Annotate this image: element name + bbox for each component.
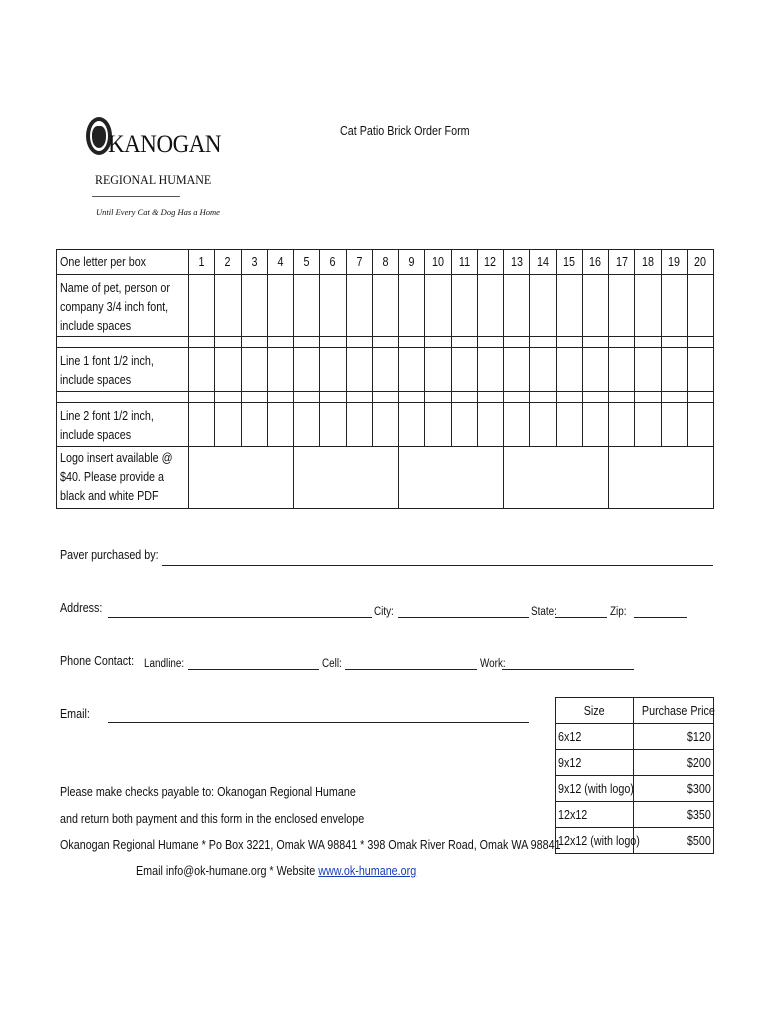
row-label-logo: Logo insert available @ $40. Please provide a black and white PDF — [57, 447, 189, 509]
price-value: $350 — [634, 802, 714, 828]
letter-box[interactable] — [661, 403, 687, 447]
column-number: 5 — [294, 250, 320, 275]
price-row — [556, 724, 714, 750]
letter-box[interactable] — [504, 348, 530, 392]
letter-box[interactable] — [477, 275, 503, 337]
letter-box[interactable] — [346, 275, 372, 337]
logo-box[interactable] — [294, 447, 399, 509]
footer-contact-line — [136, 862, 462, 880]
footer-return-line: and return both payment and this form in the enclosed envelope — [60, 812, 365, 826]
landline-label: Landline: — [144, 658, 185, 670]
column-number: 19 — [661, 250, 687, 275]
price-header-price: Purchase Price — [634, 698, 714, 724]
letter-box[interactable] — [530, 275, 556, 337]
letter-box[interactable] — [294, 348, 320, 392]
column-number: 14 — [530, 250, 556, 275]
letter-box[interactable] — [425, 348, 451, 392]
column-number: 2 — [215, 250, 241, 275]
letter-box[interactable] — [609, 348, 635, 392]
zip-label: Zip: — [610, 606, 627, 618]
letter-box[interactable] — [346, 348, 372, 392]
letter-box[interactable] — [661, 275, 687, 337]
footer-contact-prefix: Email info@ok-humane.org * Website — [136, 864, 319, 878]
letter-box[interactable] — [215, 403, 241, 447]
phone-label: Phone Contact: — [60, 654, 135, 668]
grid-separator — [57, 392, 714, 403]
price-value: $120 — [634, 724, 714, 750]
letter-box[interactable] — [346, 403, 372, 447]
letter-box[interactable] — [556, 403, 582, 447]
footer-address-line: Okanogan Regional Humane * Po Box 3221, Omak WA 98841 * 398 Omak River Road, Omak WA 98841 — [60, 838, 561, 852]
letter-box[interactable] — [687, 275, 713, 337]
column-number: 9 — [399, 250, 425, 275]
column-number: 15 — [556, 250, 582, 275]
letter-box[interactable] — [320, 275, 346, 337]
letter-box[interactable] — [425, 275, 451, 337]
letter-box[interactable] — [399, 275, 425, 337]
price-row — [556, 750, 714, 776]
work-input-line[interactable] — [502, 669, 634, 670]
page-title: Cat Patio Brick Order Form — [340, 124, 470, 138]
column-number: 7 — [346, 250, 372, 275]
letter-box[interactable] — [320, 348, 346, 392]
letter-box[interactable] — [530, 348, 556, 392]
logo-box[interactable] — [189, 447, 294, 509]
column-number: 18 — [635, 250, 661, 275]
paver-input-line[interactable] — [162, 565, 713, 566]
letter-box[interactable] — [504, 275, 530, 337]
letter-box[interactable] — [399, 403, 425, 447]
price-size: 9x12 (with logo) — [556, 776, 634, 802]
logo-name: KANOGAN — [108, 131, 222, 158]
work-label: Work: — [480, 658, 506, 670]
website-link[interactable]: www.ok-humane.org — [318, 864, 417, 878]
letter-box[interactable] — [477, 403, 503, 447]
letter-box[interactable] — [215, 348, 241, 392]
letter-box[interactable] — [294, 275, 320, 337]
cat-silhouette-icon — [92, 126, 106, 148]
price-value: $200 — [634, 750, 714, 776]
letter-box[interactable] — [635, 348, 661, 392]
price-row — [556, 776, 714, 802]
letter-box[interactable] — [687, 348, 713, 392]
letter-box[interactable] — [241, 403, 267, 447]
cell-label: Cell: — [322, 658, 342, 670]
letter-grid — [56, 249, 714, 509]
logo-tagline: Until Every Cat & Dog Has a Home — [96, 207, 220, 217]
grid-header-label: One letter per box — [57, 250, 189, 275]
letter-box[interactable] — [215, 275, 241, 337]
grid-row-line2 — [57, 403, 714, 447]
letter-box[interactable] — [635, 403, 661, 447]
letter-box[interactable] — [399, 348, 425, 392]
city-input-line[interactable] — [398, 617, 529, 618]
column-number: 6 — [320, 250, 346, 275]
logo-box[interactable] — [609, 447, 714, 509]
price-size: 6x12 — [556, 724, 634, 750]
logo-box[interactable] — [504, 447, 609, 509]
letter-box[interactable] — [425, 403, 451, 447]
letter-box[interactable] — [556, 275, 582, 337]
column-number: 1 — [189, 250, 215, 275]
grid-header-row — [57, 250, 714, 275]
letter-box[interactable] — [609, 275, 635, 337]
zip-input-line[interactable] — [634, 617, 687, 618]
row-label-line2: Line 2 font 1/2 inch, include spaces — [57, 403, 189, 447]
price-header-size: Size — [556, 698, 634, 724]
column-number: 13 — [504, 250, 530, 275]
state-label: State: — [531, 606, 557, 618]
letter-box[interactable] — [372, 348, 398, 392]
column-number: 17 — [609, 250, 635, 275]
column-number: 10 — [425, 250, 451, 275]
footer-checks-line: Please make checks payable to: Okanogan Regional Humane — [60, 785, 356, 799]
letter-box[interactable] — [451, 348, 477, 392]
email-label: Email: — [60, 707, 90, 721]
letter-box[interactable] — [267, 275, 293, 337]
letter-box[interactable] — [582, 403, 608, 447]
price-table — [555, 697, 714, 854]
letter-box[interactable] — [582, 348, 608, 392]
grid-separator — [57, 337, 714, 348]
grid-row-line1 — [57, 348, 714, 392]
state-input-line[interactable] — [555, 617, 607, 618]
letter-box[interactable] — [372, 403, 398, 447]
letter-box[interactable] — [451, 275, 477, 337]
row-label-line1: Line 1 font 1/2 inch, include spaces — [57, 348, 189, 392]
logo-box[interactable] — [399, 447, 504, 509]
city-label: City: — [374, 606, 394, 618]
letter-box[interactable] — [189, 275, 215, 337]
row-label-name: Name of pet, person or company 3/4 inch font, include spaces — [57, 275, 189, 337]
letter-box[interactable] — [267, 403, 293, 447]
landline-input-line[interactable] — [188, 669, 319, 670]
price-value: $500 — [634, 828, 714, 854]
price-size: 9x12 — [556, 750, 634, 776]
column-number: 12 — [477, 250, 503, 275]
logo-subtitle: REGIONAL HUMANE — [95, 172, 212, 187]
letter-box[interactable] — [530, 403, 556, 447]
letter-box[interactable] — [477, 348, 503, 392]
address-input-line[interactable] — [108, 617, 372, 618]
letter-box[interactable] — [189, 403, 215, 447]
letter-box[interactable] — [241, 275, 267, 337]
letter-box[interactable] — [451, 403, 477, 447]
letter-box[interactable] — [609, 403, 635, 447]
column-number: 8 — [372, 250, 398, 275]
email-input-line[interactable] — [108, 722, 529, 723]
column-number: 11 — [451, 250, 477, 275]
price-size: 12x12 (with logo) — [556, 828, 634, 854]
letter-box[interactable] — [556, 348, 582, 392]
letter-box[interactable] — [687, 403, 713, 447]
address-label: Address: — [60, 601, 103, 615]
paver-label: Paver purchased by: — [60, 548, 159, 562]
price-row — [556, 802, 714, 828]
letter-box[interactable] — [189, 348, 215, 392]
letter-box[interactable] — [372, 275, 398, 337]
price-value: $300 — [634, 776, 714, 802]
letter-box[interactable] — [320, 403, 346, 447]
price-size: 12x12 — [556, 802, 634, 828]
column-number: 20 — [687, 250, 713, 275]
cell-input-line[interactable] — [345, 669, 477, 670]
grid-row-name — [57, 275, 714, 337]
letter-box[interactable] — [504, 403, 530, 447]
letter-box[interactable] — [661, 348, 687, 392]
letter-box[interactable] — [635, 275, 661, 337]
column-number: 4 — [267, 250, 293, 275]
letter-box[interactable] — [267, 348, 293, 392]
letter-box[interactable] — [582, 275, 608, 337]
column-number: 16 — [582, 250, 608, 275]
grid-row-logo — [57, 447, 714, 509]
letter-box[interactable] — [294, 403, 320, 447]
letter-box[interactable] — [241, 348, 267, 392]
price-header-row — [556, 698, 714, 724]
column-number: 3 — [241, 250, 267, 275]
logo-divider — [92, 196, 180, 197]
